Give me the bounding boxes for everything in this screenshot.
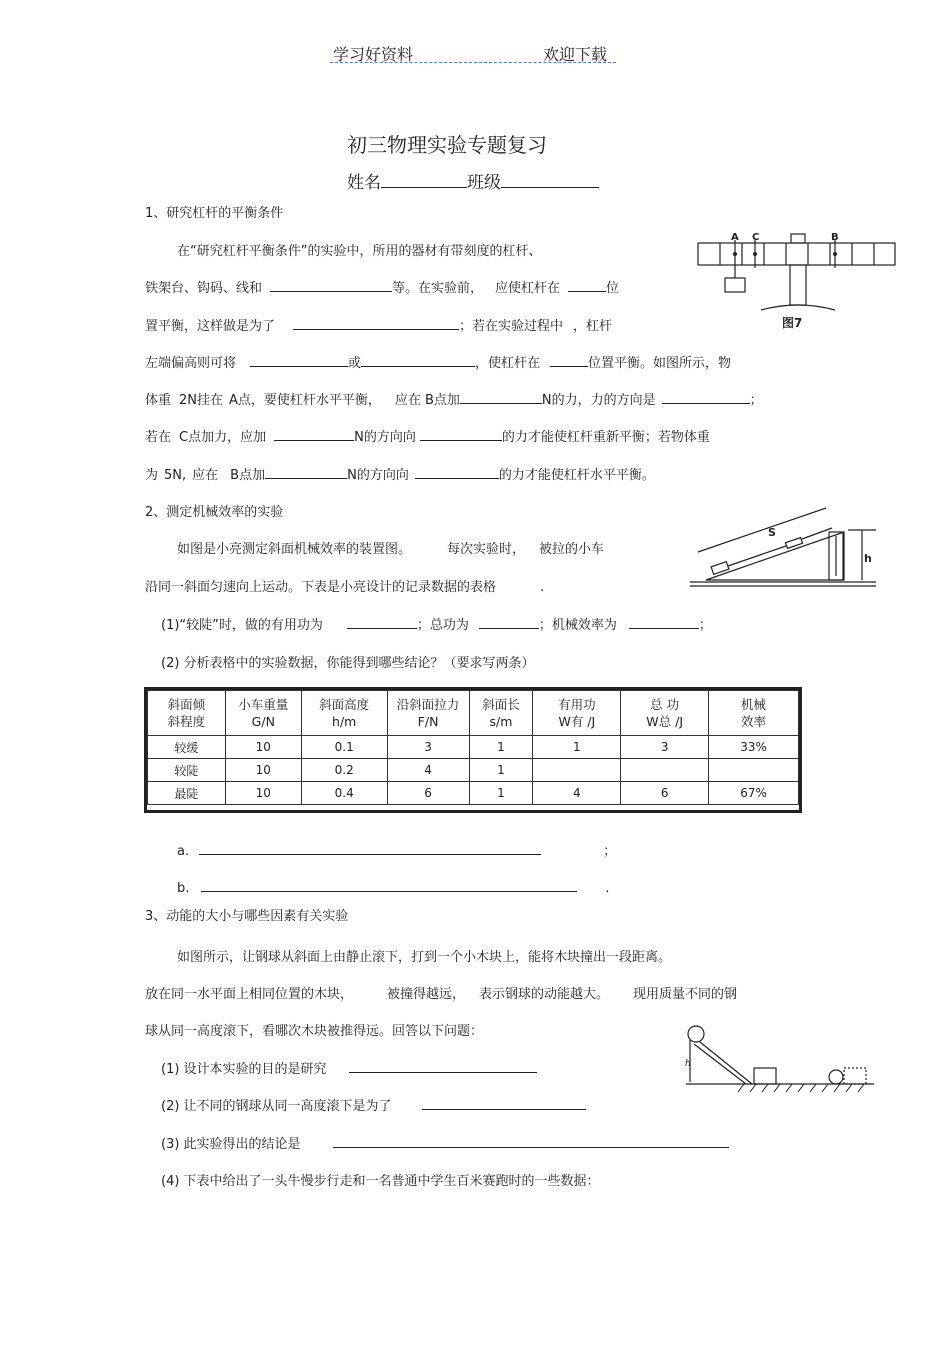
table-cell: 10 xyxy=(225,759,301,782)
stand-post xyxy=(790,265,806,305)
table-row xyxy=(148,782,799,805)
blank-conclusion[interactable] xyxy=(333,1133,729,1148)
ball-at-end xyxy=(829,1070,843,1084)
name-blank[interactable] xyxy=(381,173,467,188)
blank-useful-work[interactable] xyxy=(347,614,417,629)
s3-question3: (3) 此实验得出的结论是 xyxy=(161,1133,729,1152)
s1-line4: 左端偏高则可将 或 ，使杠杆在 位置平衡。如图所示，物 xyxy=(145,352,731,371)
header-left: 学习好资料 xyxy=(333,45,414,64)
s3-question2: (2) 让不同的钢球从同一高度滚下是为了 xyxy=(161,1095,586,1114)
blank-total-work[interactable] xyxy=(479,614,539,629)
s1-line6: 若在 C点加力，应加 N的方向向 的力才能使杠杆重新平衡；若物体重 xyxy=(145,426,710,445)
s1-line5: 体重 2N挂在 A点，要使杠杆水平平衡， 应在 B点加 N的力，力的方向是 ； xyxy=(145,389,763,408)
blank-position-2[interactable] xyxy=(550,352,588,367)
section2-heading: 2、测定机械效率的实验 xyxy=(145,505,284,520)
blank-position-1[interactable] xyxy=(568,277,606,292)
name-label: 姓名 xyxy=(347,173,381,193)
table-cell: 最陡 xyxy=(148,782,226,805)
s2-line2: 沿同一斜面匀速向上运动。下表是小亮设计的记录数据的表格 . xyxy=(145,580,545,595)
blank-force-b[interactable] xyxy=(460,389,542,404)
block-displaced xyxy=(844,1068,866,1084)
table-cell: 1 xyxy=(533,736,621,759)
s1-line2: 铁架台、钩码、线和 等。在实验前， 应使杠杆在 位 xyxy=(145,277,619,296)
table-cell: 6 xyxy=(621,782,709,805)
table-cell: 1 xyxy=(469,759,533,782)
header-right: 欢迎下载 xyxy=(543,45,608,64)
s3-line2: 放在同一水平面上相同位置的木块， 被撞得越远， 表示钢球的动能越大。 现用质量不同的钢 xyxy=(145,987,738,1002)
table-header-cell: 小车重量 G/N xyxy=(225,691,301,736)
pivot-knob xyxy=(791,234,805,243)
table-cell: 10 xyxy=(225,736,301,759)
table-header-cell: 斜面长 s/m xyxy=(469,691,533,736)
class-label: 班级 xyxy=(467,173,501,193)
table-cell: 1 xyxy=(469,736,533,759)
table-cell[interactable] xyxy=(709,759,799,782)
table-cell: 67% xyxy=(709,782,799,805)
s2-question1: (1)“较陡”时，做的有用功为 ；总功为 ；机械效率为 ； xyxy=(161,614,712,633)
blank-adjust-1[interactable] xyxy=(250,352,348,367)
blank-force-c[interactable] xyxy=(274,426,354,441)
answer-b-line: b. . xyxy=(177,877,610,896)
incline-plane xyxy=(706,532,844,580)
table-cell: 较陡 xyxy=(148,759,226,782)
table-cell[interactable] xyxy=(621,759,709,782)
table-header-cell: 沿斜面拉力 F/N xyxy=(387,691,469,736)
table-cell: 4 xyxy=(533,782,621,805)
blank-purpose[interactable] xyxy=(293,315,459,330)
hanging-weight xyxy=(725,278,745,292)
ramp-figure xyxy=(684,1022,874,1096)
blank-direction-5n[interactable] xyxy=(415,464,499,479)
table-cell: 0.2 xyxy=(301,759,387,782)
s3-question4: (4) 下表中给出了一头牛慢步行走和一名普通中学生百米赛跑时的一些数据： xyxy=(161,1174,600,1189)
blank-direction-b[interactable] xyxy=(662,389,750,404)
label-b: B xyxy=(831,232,839,243)
incline-figure xyxy=(686,506,882,592)
blank-direction-c[interactable] xyxy=(420,426,502,441)
table-header-cell: 斜面倾 斜程度 xyxy=(148,691,226,736)
s2-line1: 如图是小亮测定斜面机械效率的装置图。 每次实验时， 被拉的小车 xyxy=(177,542,605,557)
ramp-label-h: h xyxy=(685,1059,691,1069)
table-cell: 3 xyxy=(387,736,469,759)
table-header-cell: 斜面高度 h/m xyxy=(301,691,387,736)
answer-a-blank[interactable] xyxy=(199,840,541,855)
table-row xyxy=(148,736,799,759)
table-cell: 0.4 xyxy=(301,782,387,805)
label-h: h xyxy=(864,552,872,565)
blank-same-height[interactable] xyxy=(422,1095,586,1110)
s3-line1: 如图所示，让钢球从斜面上由静止滚下，打到一个小木块上，能将木块撞出一段距离。 xyxy=(177,950,672,965)
table-cell: 33% xyxy=(709,736,799,759)
blank-study-purpose[interactable] xyxy=(349,1058,537,1073)
class-blank[interactable] xyxy=(501,173,599,188)
s3-line3: 球从同一高度滚下，看哪次木块被推得远。回答以下问题： xyxy=(145,1024,484,1039)
section1-heading: 1、研究杠杆的平衡条件 xyxy=(145,206,284,221)
s1-line3: 置平衡，这样做是为了 ；若在实验过程中 ，杠杆 xyxy=(145,315,612,334)
blank-adjust-2[interactable] xyxy=(361,352,475,367)
steel-ball xyxy=(688,1026,704,1042)
page-title: 初三物理实验专题复习 xyxy=(347,133,547,157)
blank-force-5n[interactable] xyxy=(265,464,347,479)
label-c: C xyxy=(752,232,760,243)
name-class-line xyxy=(347,168,599,193)
table-cell: 0.1 xyxy=(301,736,387,759)
figure-caption: 图7 xyxy=(782,316,803,330)
blank-equipment[interactable] xyxy=(270,277,392,292)
table-cell: 1 xyxy=(469,782,533,805)
table-header-cell: 机械 效率 xyxy=(709,691,799,736)
label-a: A xyxy=(731,232,739,243)
table-header-cell: 有用功 W有 /J xyxy=(533,691,621,736)
s1-line1: 在“研究杠杆平衡条件”的实验中，所用的器材有带刻度的杠杆、 xyxy=(177,244,542,259)
table-header-row xyxy=(148,691,799,736)
lever-figure xyxy=(693,228,899,336)
efficiency-table xyxy=(144,687,802,813)
wooden-block xyxy=(754,1068,776,1084)
table-cell: 3 xyxy=(621,736,709,759)
answer-b-blank[interactable] xyxy=(201,877,577,892)
table-cell: 6 xyxy=(387,782,469,805)
answer-a-line: a. ； xyxy=(177,840,616,859)
s3-question1: (1) 设计本实验的目的是研究 xyxy=(161,1058,537,1077)
section3-heading: 3、动能的大小与哪些因素有关实验 xyxy=(145,909,349,924)
table-cell: 10 xyxy=(225,782,301,805)
table-cell: 4 xyxy=(387,759,469,782)
stand-base xyxy=(761,305,835,310)
header-divider xyxy=(330,62,616,63)
label-s: S xyxy=(768,526,776,539)
table-cell[interactable] xyxy=(533,759,621,782)
table-cell: 较缓 xyxy=(148,736,226,759)
lever-bar xyxy=(698,243,895,265)
blank-efficiency[interactable] xyxy=(629,614,699,629)
table-row xyxy=(148,759,799,782)
s1-line7: 为 5N, 应在 B点加 N的方向向 的力才能使杠杆水平平衡。 xyxy=(145,464,655,483)
s2-question2: (2) 分析表格中的实验数据，你能得到哪些结论？（要求写两条） xyxy=(161,656,535,671)
table-header-cell: 总 功 W总 /J xyxy=(621,691,709,736)
